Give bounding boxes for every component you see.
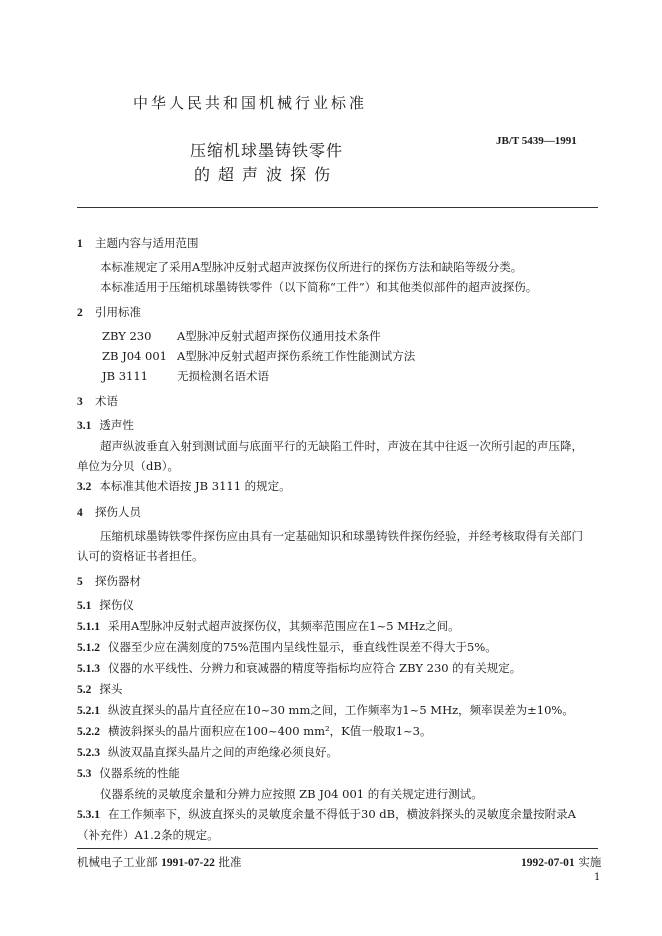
subsection-title: 透声性 [99,418,134,432]
section-number: 3 [77,396,83,408]
clause-5-1-1 [77,616,599,637]
document-title-line2: 的超声波探伤 [194,165,339,184]
reference-title: 无损检测名语术语 [177,369,269,383]
document-body [77,228,599,845]
section-4-heading [77,502,599,523]
section-title: 术语 [95,394,118,408]
clause-5-2-3 [77,742,599,763]
paragraph-continuation: 单位为分贝（dB）。 [77,459,180,473]
subsection-number: 5.1 [77,600,92,612]
section-number: 5 [77,576,83,588]
clause-text: 仪器至少应在满刻度的75%范围内呈线性显示，垂直线性误差不得大于5%。 [108,640,497,654]
approve-label: 批准 [218,855,242,869]
clause-number: 5.3.1 [77,809,100,821]
subsection-5-3 [77,763,599,784]
header-divider [77,207,598,208]
clause-5-2-1 [77,700,599,721]
implementation-label: 实施 [578,855,602,869]
reference-item [102,326,599,346]
footer-divider [77,848,598,849]
reference-title: A型脉冲反射式超声探伤仪通用技术条件 [177,329,381,343]
section-1-heading [77,233,599,254]
clause-number: 5.1.3 [77,663,100,675]
section-3-heading [77,391,599,412]
paragraph: 压缩机球墨铸铁零件探伤应由具有一定基础知识和球墨铸铁件探伤经验，并经考核取得有关部门 [100,529,583,543]
clause-number: 5.1.1 [77,621,100,633]
clause-text: 在工作频率下，纵波直探头的灵敏度余量不得低于30 dB，横波斜探头的灵敏度余量按附录A [108,807,576,821]
subsection-title: 探伤仪 [99,598,134,612]
clause-number: 5.2.1 [77,705,100,717]
subsection-number: 5.2 [77,684,92,696]
paragraph-continuation: （补充件）A1.2条的规定。 [77,828,219,842]
reference-code: ZB J04 001 [102,349,167,363]
reference-item [102,366,599,386]
section-2-heading [77,302,599,323]
implementation-date: 1992-07-01 [521,857,575,869]
page-number: 1 [594,872,601,883]
reference-title: A型脉冲反射式超声探伤系统工作性能测试方法 [177,349,416,363]
reference-code: JB 3111 [102,369,148,383]
subsection-title: 仪器系统的性能 [99,766,180,780]
subsection-5-1 [77,595,599,616]
clause-number: 5.1.2 [77,642,100,654]
clause-5-1-3 [77,658,599,679]
section-number: 1 [77,238,83,250]
reference-item [102,346,599,366]
implementation-info [521,854,601,870]
clause-5-2-2 [77,721,599,742]
issuing-organization: 中华人民共和国机械行业标准 [133,94,368,112]
clause-5-1-2 [77,637,599,658]
paragraph: 本标准规定了采用A型脉冲反射式超声波探伤仪所进行的探伤方法和缺陷等级分类。 [100,260,523,274]
subsection-3-1 [77,415,599,436]
section-title: 主题内容与适用范围 [95,236,199,250]
clause-number: 5.2.3 [77,747,100,759]
clause-number: 5.2.2 [77,726,100,738]
reference-code: ZBY 230 [102,329,152,343]
subsection-title: 探头 [99,682,123,696]
approve-date: 1991-07-22 [161,857,215,869]
clause-text: 仪器的水平线性、分辨力和衰减器的精度等指标均应符合 ZBY 230 的有关规定。 [108,661,522,675]
subsection-5-2 [77,679,599,700]
clause-text: 纵波双晶直探头晶片之间的声绝缘必须良好。 [108,745,338,759]
standard-number: JB/T 5439—1991 [496,135,577,147]
document-title-line1: 压缩机球墨铸铁零件 [190,141,344,160]
clause-text: 纵波直探头的晶片直径应在10~30 mm之间，工作频率为1~5 MHz，频率误差为±10%。 [108,703,574,717]
clause-text: 采用A型脉冲反射式超声波探伤仪，其频率范围应在1~5 MHz之间。 [108,619,460,633]
paragraph: 本标准适用于压缩机球墨铸铁零件（以下简称“工件”）和其他类似部件的超声波探伤。 [100,280,538,294]
section-title: 探伤器材 [95,574,141,588]
subsection-text: 本标准其他术语按 JB 3111 的规定。 [99,479,291,493]
section-number: 2 [77,307,83,319]
clause-text: 横波斜探头的晶片面积应在100~400 mm²，K值一般取1~3。 [108,724,432,738]
section-title: 引用标准 [95,305,141,319]
subsection-number: 3.2 [77,481,92,493]
paragraph: 超声纵波垂直入射到测试面与底面平行的无缺陷工件时，声波在其中往返一次所引起的声压降， [100,439,583,453]
subsection-number: 5.3 [77,768,92,780]
subsection-3-2 [77,476,599,497]
section-number: 4 [77,507,83,519]
clause-5-3-1 [77,804,599,825]
paragraph: 仪器系统的灵敏度余量和分辨力应按照 ZB J04 001 的有关规定进行测试。 [100,787,483,801]
paragraph-continuation: 认可的资格证书者担任。 [77,549,204,563]
section-title: 探伤人员 [95,505,141,519]
approver: 机械电子工业部 [77,855,158,869]
approval-info [77,854,241,870]
section-5-heading [77,571,599,592]
subsection-number: 3.1 [77,420,92,432]
